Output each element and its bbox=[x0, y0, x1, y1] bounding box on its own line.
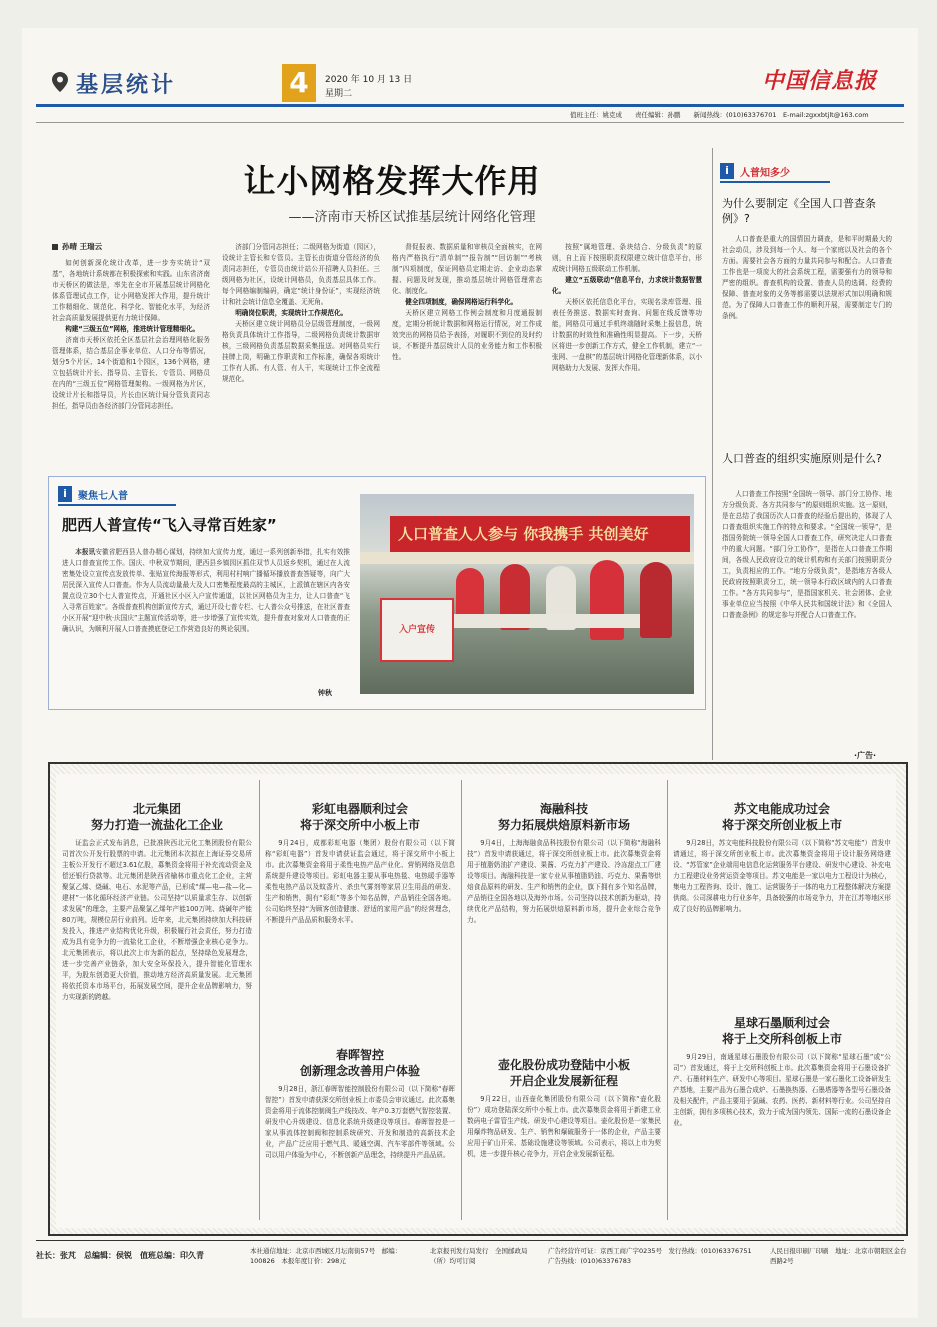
ad-title-line-2: 努力打造一流盐化工企业 bbox=[90, 818, 223, 832]
lead-column-4 bbox=[552, 242, 702, 488]
lead-heading: 健全四项制度，确保网格运行科学化。 bbox=[405, 298, 518, 306]
lead-title: 让小网格发挥大作用 bbox=[243, 162, 541, 200]
lead-column-2 bbox=[222, 242, 380, 488]
lead-paragraph: 济部门分管同志担任；二级网格为街道（园区），设统计主管长和专管员。主管长由街道分管经济的负责同志担任，专管员由统计站公开招聘人员担任。三级网格为社区，设统计网格员，负责基层具体工作。每个网格编制编码，确定“统计身份证”，实现经济统计和社会统计信息全覆盖、无死角。 bbox=[222, 243, 380, 306]
lead-paragraph: 天桥区建立统计网格员分层级管理制度，一级网格负责具体统计工作指导，二级网格负责统计数据审核，三级网格负责基层数据采集报送。对网格员实行挂牌上岗，明确工作职责和工作标准，确保各项统计工作有人抓、有人管、有人干，实现统计工作全流程规范化。 bbox=[222, 320, 380, 383]
focus-tag bbox=[58, 486, 176, 506]
ad-title-line-2: 将于深交所中小板上市 bbox=[299, 818, 420, 832]
sidebar-question-2: 人口普查的组织实施原则是什么? bbox=[722, 452, 882, 465]
ad-body bbox=[62, 838, 252, 1222]
lead-paragraph: 天桥区依托信息化平台，实现名录库管理、报表任务推送、数据实时查询、问题在线反馈等功能，网格员可通过手机终端随时采集上报信息，统计数据的时效性和准确性明显提高。下一步，天桥区将进一步创新工作方式，健全工作机制，建立“一张网、一盘棋”的基层统计网格化管理新体系，以小网格助力大发展、发挥大作用。 bbox=[552, 298, 702, 372]
focus-body bbox=[62, 547, 350, 680]
sidebar-question-1: 为什么要制定《全国人口普查条例》? bbox=[722, 197, 876, 225]
photo-banner: 人口普查人人参与 你我携手 共创美好 bbox=[390, 516, 690, 552]
ad-title-line-2: 开启企业发展新征程 bbox=[509, 1074, 618, 1088]
ad-paragraph: 9月28日，苏文电能科技股份有限公司（以下简称“苏文电能”）首发申请通过，将于深交所创业板上市。此次募集资金将用于设计服务网络建设、“苏管家”企业端用电信息化运营服务平台建设、研发中心建设、补充电力工程建设业务营运资金等项目。苏文电能是一家以电力工程设计为核心，集电力工程咨询、设计、施工、运营服务于一体的电力工程整体解决方案提供商。公司深耕电力行业多年，具备较强的市场竞争力，并在江苏等地区形成了良好的品牌影响力。 bbox=[673, 839, 891, 913]
lead-paragraph: 按照“属地管理、条块结合、分级负责”的原则，自上而下按照职责权限建立统计信息平台，形成统计网格五级联动工作机制。 bbox=[552, 243, 702, 273]
footer-printer: 人民日报印刷厂印刷 地址：北京市朝阳区金台西路2号 bbox=[770, 1247, 907, 1265]
ad-body bbox=[467, 1094, 661, 1222]
focus-paragraph: 安徽省肥西县人普办精心谋划，持续加大宣传力度，通过一系列创新举措，扎实有效推进人口普查宣传工作。国庆、中秋双节期间，肥西县乡镇园区抓住双节人员返乡契机，通过在人流密集处设立宣传点发放传单、张贴宣传海报等形式，利用村村响广播循环播放普查答疑等，向广大居民深入宣传人口普查。作为人员流动量最大及人口密集程度最高的主城区，上派镇在辖区内各安置点设立30个七人普宣传点，开通社区小区入户宣传通道，以社区网格员为主力，让人口普查“飞入寻常百姓家”。各级普查机构创新宣传方式，通过开设七普专栏、七人普公众号推送，在社区普查小区开展“迎中秋·庆国庆”主题宣传活动等，进一步增强了宣传实效，提升普查对象对人口普查的正确认识，为顺利开展人口普查摸底登记工作营造良好的舆论氛围。 bbox=[62, 548, 350, 633]
lead-column-3 bbox=[392, 242, 542, 488]
ad-body bbox=[673, 838, 891, 1000]
info-icon: i bbox=[58, 486, 72, 502]
news-photo bbox=[360, 494, 694, 694]
info-icon: i bbox=[720, 163, 734, 179]
byline-square bbox=[52, 244, 58, 250]
sidebar-tag bbox=[720, 163, 830, 183]
lead-heading: 建立“五级联动”信息平台，力求统计数据智慧化。 bbox=[552, 276, 702, 295]
ad-section-label: ·广告· bbox=[854, 751, 877, 760]
lead-paragraph: 如何创新深化统计改革，进一步夯实统计“双基”，各地统计系统都在积极探索和实践。山东省济南市天桥区的做法是，率先在全市开展基层统计网格化体系管理试点工作，让小网格发挥大作用，提升统计工作精细化、规范化、科学化、智能化水平，为经济社会高质量发展提供更有力统计保障。 bbox=[52, 259, 210, 322]
ad-title-line-2: 努力拓展烘焙原料新市场 bbox=[497, 818, 630, 832]
ad-body bbox=[265, 838, 455, 1030]
ad-title-line-1: 星球石墨顺利过会 bbox=[733, 1016, 830, 1030]
lead-paragraph: 济南市天桥区依托全区基层社会治理网格化服务管理体系，结合基层企事业单位、人口分布等情况，划分5个片区、14个街道和1个园区，136个网格，建立包括统计片长、指导员、主管长、专管员、网格员在内的“三级五位”网格管理架构。一级网格为片区，设统计片长和指导员，片长由区统计局分管负责同志担任，指导员由各经济部门分管同志担任。 bbox=[52, 336, 210, 410]
photo-person bbox=[640, 562, 672, 638]
ad-title-line-1: 彩虹电器顺利过会 bbox=[311, 802, 408, 816]
ad-body bbox=[467, 838, 661, 1040]
editor-line: 值班主任：姚克成 责任编辑：孙鹏 新闻热线：(010)63376701 E-mail:zgxxbtjlt@163.com bbox=[570, 111, 869, 119]
sidebar-paragraph: 人口普查是重大的国情国力调查，是和平时期最大的社会动员，涉及到每一个人、每一个家庭以及社会的各个方面。需要社会各方面的力量共同参与和配合。人口普查工作也是一项庞大的社会系统工程，需要强有力的领导和严密的组织。普查机构的设置、普查人员的选调、经费的保障、普查对象的义务等都需要以法规形式加以明确和规范。为了保障人口普查工作的顺利开展，需要制定专门的条例。 bbox=[722, 235, 892, 320]
issue-weekday: 星期二 bbox=[325, 89, 353, 99]
lead-paragraph: 天桥区建立网格工作例会制度和月度通报制度，定期分析统计数据和网格运行情况，对工作成效突出的网格员给予表扬，对履职不到位的及时约谈，不断提升基层统计人员的业务能力和工作积极性。 bbox=[392, 309, 542, 361]
footer-address: 本社通信地址：北京市西城区月坛南街57号 邮编：100826 本报年度订价：298元 bbox=[250, 1247, 402, 1265]
ad-paragraph: 9月24日，成都彩虹电器（集团）股份有限公司（以下简称“彩虹电器”）首发申请获证监会通过，将于深交所中小板上市。此次募集资金将用于柔性电热产品产业化、营销网络及信息系统提升建设等项目。彩虹电器主要从事电热毯、电热暖手器等柔性电热产品以及蚊香片、杀虫气雾剂等家居卫生用品的研发、生产和销售，拥有“彩虹”等多个知名品牌，产品销往全国各地。公司始终坚持“为顾客创造健康、舒适的家用产品”的经营理念，不断提升产品品质和服务水平。 bbox=[265, 839, 455, 924]
lead-paragraph: 督促报表、数据质量和审核员全面核实，在网格内严格执行“清单制”“报告制”“回访制”“考核制”四项制度，保证网格员定期走访、企业动态掌握、问题及时发现，推动基层统计网格管理常态化、制度化。 bbox=[392, 243, 542, 295]
page-number-badge bbox=[282, 64, 316, 102]
newspaper-page bbox=[22, 28, 918, 1318]
lead-column-1 bbox=[52, 258, 210, 488]
ad-title-line-1: 苏文电能成功过会 bbox=[733, 802, 830, 816]
ad-paragraph: 9月4日，上海海融食品科技股份有限公司（以下简称“海融科技”）首发申请获通过，将于深交所创业板上市。此次募集资金将用于植脂奶油扩产建设、果酱、巧克力扩产建设、冷冻甜点工厂建设等项目。海融科技是一家专业从事植脂奶油、巧克力、果酱等烘焙食品原料的研发、生产和销售的企业，旗下拥有多个知名品牌，产品销往全国各地以及海外市场。公司坚持以技术创新为驱动，持续优化产品结构，努力拓展烘焙原料新市场，提升企业综合竞争力。 bbox=[467, 839, 661, 924]
ad-title-line-1: 北元集团 bbox=[132, 802, 181, 816]
ad-paragraph: 9月22日，山西壶化集团股份有限公司（以下简称“壶化股份”）成功登陆深交所中小板上市。此次募集资金将用于新建工业数码电子雷管生产线、研发中心建设等项目。壶化股份是一家集民用爆炸物品研发、生产、销售和爆破服务于一体的企业，产品主要应用于矿山开采、基础设施建设等领域。公司表示，将以上市为契机，进一步提升核心竞争力，开启企业发展新征程。 bbox=[467, 1095, 661, 1158]
location-pin-icon bbox=[52, 72, 68, 92]
ad-title-line-1: 海融科技 bbox=[539, 802, 588, 816]
focus-title: 肥西人普宣传“飞入寻常百姓家” bbox=[62, 516, 277, 534]
photo-tent bbox=[360, 552, 694, 564]
section-title: 基层统计 bbox=[76, 72, 177, 98]
focus-tag-label: 聚焦七人普 bbox=[78, 491, 128, 502]
ad-paragraph: 9月28日，浙江春晖智能控制股份有限公司（以下简称“春晖智控”）首发申请获深交所创业板上市委员会审议通过。此次募集资金将用于流体控制阀生产线技改、年产0.3万套燃气智控装置、研发中心升级建设、信息化系统升级建设等项目。春晖智控是一家从事流体控制阀和控制系统研究、开发和制造的高新技术企业，产品广泛应用于燃气具、暖通空调、汽车零部件等领域。公司以用户体验为中心，不断创新产品理念，持续提升产品品质。 bbox=[265, 1085, 455, 1159]
lead-heading: 明确岗位职责，实现统计工作规范化。 bbox=[235, 309, 348, 317]
sidebar-tag-label: 人普知多少 bbox=[740, 168, 790, 179]
issue-date: 2020 年 10 月 13 日 bbox=[325, 75, 413, 85]
page-number: 4 bbox=[289, 66, 309, 99]
ad-title-line-2: 将于深交所创业板上市 bbox=[721, 818, 842, 832]
sidebar-paragraph: 人口普查工作按照“全国统一领导、部门分工协作、地方分级负责、各方共同参与”的原则组织实施。这一原则，是在总结了我国历次人口普查的经验后提出的，体现了人口普查组织实施工作的特点和要求。“全国统一领导”，是指国务院统一领导全国人口普查工作，研究决定人口普查中的重大问题。“部门分工协作”，是指在人口普查工作期间，各级人民政府设立的统计机构和有关部门按照职责分工，负责相应的工作。“地方分级负责”，是指地方各级人民政府按照职责分工，统一领导本行政区域内的人口普查工作。“各方共同参与”，是指国家机关、社会团体、企业事业单位应当按照《中华人民共和国统计法》和《全国人口普查条例》的规定参与并配合人口普查工作。 bbox=[722, 490, 892, 619]
ad-body bbox=[265, 1084, 455, 1222]
footer-ad-license: 广告经营许可证：京西工商广字0235号 发行热线：(010)63376751 广告热线：(010)63376783 bbox=[548, 1247, 759, 1265]
ad-title-line-1: 壶化股份成功登陆中小板 bbox=[497, 1058, 630, 1072]
ad-body bbox=[673, 1052, 891, 1222]
focus-author: 钟秋 bbox=[318, 689, 332, 697]
ad-paragraph: 证监会正式发布消息，已批准陕西北元化工集团股份有限公司首次公开发行股票的申请。北元集团本次拟在上海证券交易所主板公开发行不超过3.61亿股，募集资金将用于补充流动资金及偿还银行贷款等。北元集团是陕西省榆林市重点化工企业，主营聚氯乙烯、烧碱、电石、水泥等产品，已形成“煤—电—盐—化—建材”一体化循环经济产业链。公司坚持“以质量求生存、以创新求发展”的理念，主要产品聚氯乙烯年产能100万吨、烧碱年产能80万吨，规模位居行业前列。近年来，北元集团持续加大科技研发投入，推进产业结构优化升级，积极履行社会责任，努力打造成为具有竞争力的一流盐化工企业，不断增强企业核心竞争力。北元集团表示，将以此次上市为新的起点，坚持绿色发展理念，进一步完善产业链条，加大安全环保投入，提升智能化管理水平，为股东创造更大价值，推动地方经济高质量发展。北元集团将依托资本市场平台，拓展发展空间，提升企业品牌影响力，努力实现新的跨越。 bbox=[62, 839, 252, 1001]
photo-sign: 入户宣传 bbox=[380, 598, 454, 662]
ad-title-line-2: 将于上交所科创板上市 bbox=[721, 1032, 842, 1046]
sidebar-answer-1 bbox=[722, 234, 892, 440]
paper-logo: 中国信息报 bbox=[762, 68, 878, 94]
ad-title-line-2: 创新理念改善用户体验 bbox=[299, 1064, 420, 1078]
lead-subtitle: ——济南市天桥区试推基层统计网络化管理 bbox=[288, 210, 536, 225]
ad-title-line-1: 春晖智控 bbox=[335, 1048, 384, 1062]
focus-lead: 本报讯 bbox=[75, 548, 96, 556]
sidebar-answer-2 bbox=[722, 489, 892, 749]
ad-paragraph: 9月29日，南通星球石墨股份有限公司（以下简称“星球石墨”或“公司”）首发通过，将于上交所科创板上市。此次募集资金将用于石墨设备扩产、石墨材料生产、研发中心等项目。星球石墨是一家石墨化工设备研发生产基地，主要产品为石墨合成炉、石墨换热器、石墨塔器等各型号石墨设备及相关配件，产品主要用于氯碱、农药、医药、新材料等行业。公司坚持自主创新，拥有多项核心技术，致力于成为国内领先、国际一流的石墨设备企业。 bbox=[673, 1053, 891, 1127]
footer-distribution: 北京报刊发行局发行 全国邮政局（所）均可订阅 bbox=[430, 1247, 528, 1265]
lead-byline: 孙晴 王瑞云 bbox=[62, 242, 103, 251]
photo-person bbox=[590, 560, 624, 640]
footer-staff: 社长：张芃 总编辑：侯锐 值班总编：印久青 bbox=[36, 1251, 204, 1260]
lead-heading: 构建“三级五位”网格，推进统计管理精细化。 bbox=[65, 325, 200, 333]
